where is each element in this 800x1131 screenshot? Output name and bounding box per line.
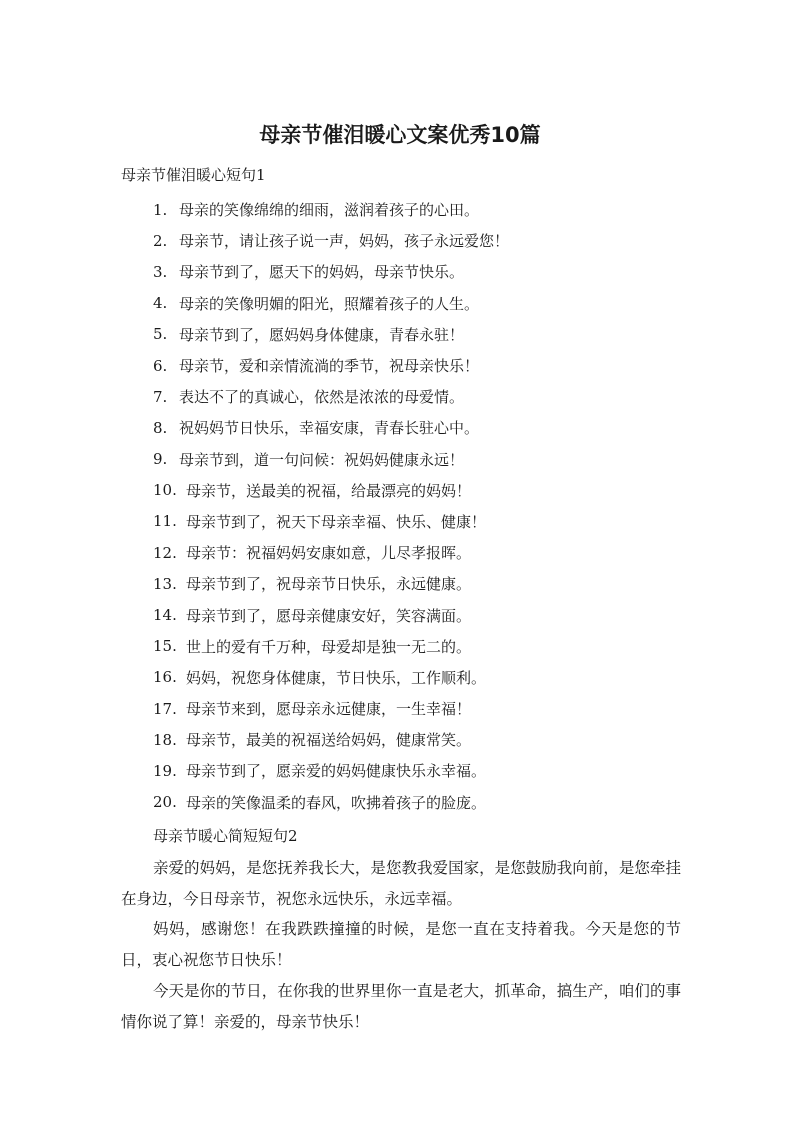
- list-item: [153, 506, 509, 537]
- list-item-text: 母亲节到了，愿妈妈身体健康，青春永驻！: [179, 325, 465, 344]
- list-item-text: 世上的爱有千万种，母爱却是独一无二的。: [186, 637, 472, 656]
- list-item-text: 母亲的笑像绵绵的细雨，滋润着孩子的心田。: [179, 201, 480, 220]
- list-item-number: 14.: [153, 606, 177, 625]
- paragraph: 亲爱的妈妈，是您抚养我长大，是您教我爱国家，是您鼓励我向前，是您牵挂在身边，今日母亲节，祝您永远快乐，永远幸福。: [121, 859, 681, 908]
- numbered-list: [153, 194, 509, 818]
- list-item-number: 7.: [153, 387, 168, 406]
- list-item-text: 母亲节，请让孩子说一声，妈妈，孩子永远爱您！: [179, 232, 510, 251]
- list-item-number: 19.: [153, 761, 177, 780]
- list-item-number: 11.: [153, 512, 177, 531]
- list-item: [153, 194, 509, 225]
- list-item: [153, 568, 509, 599]
- list-item-text: 母亲节，最美的祝福送给妈妈，健康常笑。: [186, 731, 472, 750]
- list-item: [153, 381, 509, 412]
- section-heading: 母亲节暖心简短短句2: [153, 827, 298, 845]
- list-item-number: 12.: [153, 543, 177, 562]
- list-item: [153, 662, 509, 693]
- list-item-text: 母亲节：祝福妈妈安康如意，儿尽孝报晖。: [186, 544, 472, 563]
- list-item-text: 妈妈，祝您身体健康，节日快乐，工作顺利。: [186, 668, 487, 687]
- list-item-text: 母亲节到了，愿母亲健康安好，笑容满面。: [186, 606, 472, 625]
- list-item-number: 5.: [153, 325, 168, 344]
- list-item-number: 15.: [153, 637, 177, 656]
- paragraph: 妈妈，感谢您！在我跌跌撞撞的时候，是您一直在支持着我。今天是您的节日，衷心祝您节日快乐！: [121, 920, 681, 969]
- list-item: [153, 225, 509, 256]
- list-item-text: 母亲节到了，愿天下的妈妈，母亲节快乐。: [179, 263, 465, 282]
- list-item-text: 祝妈妈节日快乐，幸福安康，青春长驻心中。: [179, 419, 480, 438]
- list-item-number: 13.: [153, 574, 177, 593]
- list-item-number: 4.: [153, 294, 168, 313]
- list-item-text: 母亲节，爱和亲情流淌的季节，祝母亲快乐！: [179, 357, 480, 376]
- list-item: [153, 288, 509, 319]
- page-title: 母亲节催泪暖心文案优秀10篇: [259, 123, 541, 147]
- list-item-text: 母亲节到了，祝母亲节日快乐，永远健康。: [186, 575, 472, 594]
- list-item-text: 母亲节到，道一句问候：祝妈妈健康永远！: [179, 450, 465, 469]
- list-item-number: 10.: [153, 481, 177, 500]
- list-item-number: 2.: [153, 231, 168, 250]
- list-item-number: 18.: [153, 730, 177, 749]
- list-item-number: 1.: [153, 200, 168, 219]
- list-item: [153, 412, 509, 443]
- list-item-number: 8.: [153, 418, 168, 437]
- list-item-number: 20.: [153, 793, 177, 812]
- list-item: [153, 350, 509, 381]
- list-item: [153, 724, 509, 755]
- list-item: [153, 787, 509, 818]
- list-item-text: 表达不了的真诚心，依然是浓浓的母爱情。: [179, 388, 465, 407]
- list-item: [153, 256, 509, 287]
- list-item: [153, 599, 509, 630]
- list-item-text: 母亲节到了，愿亲爱的妈妈健康快乐永幸福。: [186, 762, 487, 781]
- list-item-number: 9.: [153, 450, 168, 469]
- list-item: [153, 693, 509, 724]
- list-item: [153, 537, 509, 568]
- list-item-number: 16.: [153, 668, 177, 687]
- section-heading: 母亲节催泪暖心短句1: [121, 166, 266, 184]
- list-item-text: 母亲的笑像温柔的春风，吹拂着孩子的脸庞。: [186, 793, 487, 812]
- list-item: [153, 444, 509, 475]
- list-item-text: 母亲节到了，祝天下母亲幸福、快乐、健康！: [186, 512, 487, 531]
- list-item-text: 母亲节来到，愿母亲永远健康，一生幸福！: [186, 700, 472, 719]
- list-item: [153, 475, 509, 506]
- list-item: [153, 631, 509, 662]
- list-item-number: 6.: [153, 356, 168, 375]
- list-item-number: 17.: [153, 699, 177, 718]
- list-item-number: 3.: [153, 262, 168, 281]
- list-item-text: 母亲节，送最美的祝福，给最漂亮的妈妈！: [186, 481, 472, 500]
- paragraph: 今天是你的节日，在你我的世界里你一直是老大，抓革命，搞生产，咱们的事情你说了算！亲爱的，母亲节快乐！: [121, 982, 681, 1031]
- list-item: [153, 755, 509, 786]
- list-item: [153, 319, 509, 350]
- list-item-text: 母亲的笑像明媚的阳光，照耀着孩子的人生。: [179, 294, 480, 313]
